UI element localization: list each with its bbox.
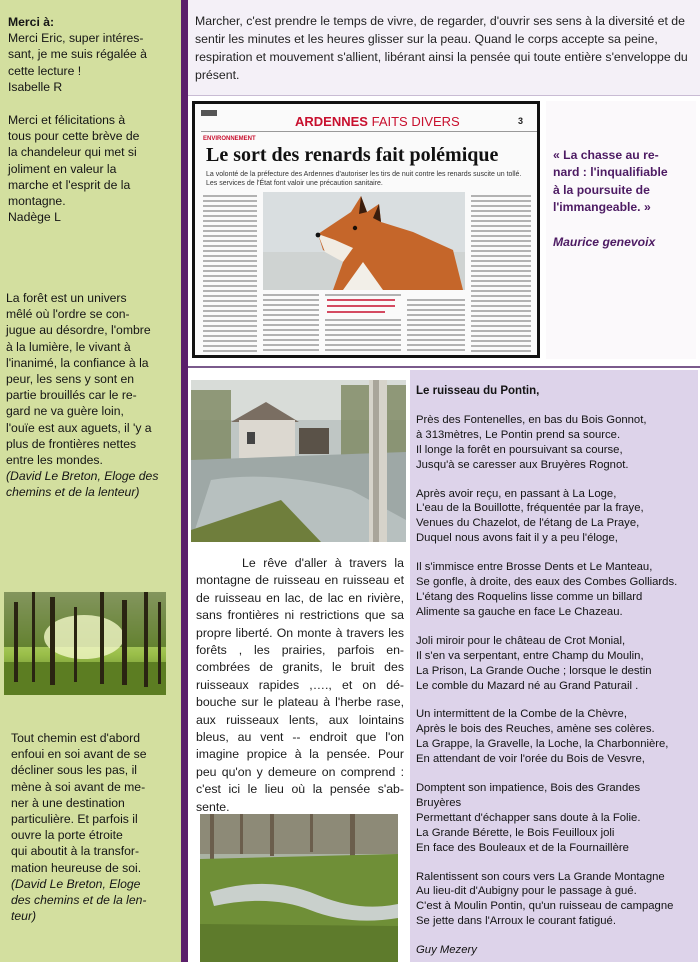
genevoix-quote-author: Maurice genevoix bbox=[553, 235, 656, 249]
poem-line: Après le bois des Reuches, amène ses colères. bbox=[416, 723, 655, 736]
clipping-mini-logo bbox=[201, 110, 217, 116]
poem-line: à 313mètres, Le Pontin prend sa source. bbox=[416, 428, 621, 441]
poem-stanza bbox=[416, 413, 694, 473]
poem-line: En face des Bouleaux et de la Fournaillère bbox=[416, 841, 629, 854]
poem-line: L'étang des Roquelins lisse comme un billard bbox=[416, 590, 643, 603]
intro-paragraph: Marcher, c'est prendre le temps de vivre, de regarder, d'ouvrir ses sens à la diversité et de sentir les minutes et les heures glisser sur la peau. Quand le corps accepte sa peine, respiration et mouvement s'allient, libérant ainsi la pensée qui toute entière s'enveloppe du présent. bbox=[195, 14, 688, 82]
poem-line: En attendant de voir l'orée du Bois de Vesvre, bbox=[416, 753, 645, 766]
path-quote bbox=[11, 730, 179, 924]
newspaper-clipping bbox=[192, 101, 540, 358]
genevoix-quote-text: « La chasse au re- nard : l'inqualifiable à la poursuite de l'immangeable. » bbox=[553, 148, 668, 215]
forest-quote-text: La forêt est un univers mêlé où l'ordre se con- jugue au désordre, l'ombre à la lumière, le vivant à l'inanimé, la confiance à la peur, les sens y sont en partie brouillés car le re- gard ne va guère loin, l'ouïe est aux aguets, il 'y a plus de frontières nettes entre les mondes. bbox=[6, 291, 152, 468]
reve-paragraph bbox=[196, 555, 404, 816]
poem-stanza bbox=[416, 560, 694, 620]
forest-quote-source: (David Le Breton, Eloge des chemins et de la lenteur) bbox=[6, 469, 159, 500]
genevoix-quote-box bbox=[546, 101, 696, 359]
poem-line: Jusqu'à se caresser aux Bruyères Rognot. bbox=[416, 458, 629, 471]
poem-stanzas bbox=[416, 413, 694, 929]
poem-line: La Grappe, la Gravelle, la Loche, la Charbonnière, bbox=[416, 738, 669, 751]
forest-quote bbox=[6, 290, 180, 501]
poem-line: Venues du Chazelot, de l'étang de La Praye, bbox=[416, 517, 640, 530]
thanks-nadege-text: Merci et félicitations à tous pour cette brève de la chandeleur qui met si joliment en valeur la marche et l'esprit de la montagne. Nadège L bbox=[8, 113, 140, 225]
clipping-section-sub: FAITS DIVERS bbox=[371, 114, 460, 129]
clipping-tag: ENVIRONNEMENT bbox=[203, 136, 256, 142]
poem-line: Alimente sa gauche en face Le Chazeau. bbox=[416, 605, 623, 618]
poem bbox=[416, 384, 694, 958]
poem-line: Il s'immisce entre Brosse Dents et Le Manteau, bbox=[416, 561, 653, 574]
thanks-title: Merci à: bbox=[8, 15, 55, 29]
poem-line: Après avoir reçu, en passant à La Loge, bbox=[416, 487, 617, 500]
poem-title: Le ruisseau du Pontin, bbox=[416, 385, 540, 397]
path-quote-text: Tout chemin est d'abord enfoui en soi avant de se décliner sous les pas, il mène à soi avant de me- ner à une destination particulière. Et parfois il ouvre la porte étroite qui aboutit à la transfor- mation heureuse de soi. bbox=[11, 731, 147, 875]
poem-line: Ralentissent son cours vers La Grande Montagne bbox=[416, 870, 665, 883]
poem-stanza bbox=[416, 870, 694, 930]
poem-stanza bbox=[416, 781, 694, 856]
river-mill-photo bbox=[191, 380, 406, 542]
reve-text: Le rêve d'aller à travers la montagne de ruisseau en ruisseau et de ruisseau en lac, de lac en rivière, sans frontières ni restrictions que sa propre liberté. On monte à travers les forêts , les prairies, parfois en-combrées de granits, le bruit des ruisseaux rapides ,…., et on dé-bouche sur le plateau à l'herbe rase, aux ruisseaux lents, aux lointains bleus, au vent -- endroit que l'on imagine propice à la pensée. Pour peu qu'on y demeure on comprend : c'est ici le lieu où la pensée s'ab-sente. bbox=[196, 556, 404, 814]
poem-line: Se gonfle, à droite, des eaux des Combes Golliards. bbox=[416, 576, 678, 589]
thanks-isabelle bbox=[8, 14, 178, 95]
poem-author: Guy Mezery bbox=[416, 944, 477, 957]
poem-line: Au lieu-dit d'Aubigny pour le passage à gué. bbox=[416, 885, 637, 898]
poem-line: Un intermittent de la Combe de la Chèvre, bbox=[416, 708, 627, 721]
forest-photo bbox=[4, 592, 166, 695]
clipping-headline: Le sort des renards fait polémique bbox=[206, 144, 499, 166]
section-divider bbox=[188, 366, 700, 368]
clipping-section-name: ARDENNES bbox=[295, 114, 368, 129]
meadow-stream-photo bbox=[200, 814, 398, 962]
column-divider bbox=[181, 0, 188, 962]
path-quote-source: (David Le Breton, Eloge des chemins et de la len- teur) bbox=[11, 876, 147, 924]
poem-line: Il s'en va serpentant, entre Champ du Moulin, bbox=[416, 649, 644, 662]
poem-line: Il longe la forêt en poursuivant sa course, bbox=[416, 443, 623, 456]
poem-line: C'est à Moulin Pontin, qu'un ruisseau de campagne bbox=[416, 900, 674, 913]
poem-stanza bbox=[416, 487, 694, 547]
poem-line: Bruyères bbox=[416, 796, 462, 809]
poem-stanza bbox=[416, 707, 694, 767]
clipping-section bbox=[295, 114, 460, 129]
poem-line: L'eau de la Bouillotte, fréquentée par la fraye, bbox=[416, 502, 644, 515]
clipping-page-number: 3 bbox=[518, 116, 524, 126]
poem-line: La Grande Bérette, le Bois Feuilloux joli bbox=[416, 826, 615, 839]
poem-line: Domptent son impatience, Bois des Grandes bbox=[416, 782, 641, 795]
thanks-nadege bbox=[8, 112, 180, 225]
poem-stanza bbox=[416, 634, 694, 694]
poem-line: Le comble du Mazard né au Grand Paturail . bbox=[416, 679, 639, 692]
clipping-rule bbox=[201, 131, 537, 132]
poem-line: Près des Fontenelles, en bas du Bois Gonnot, bbox=[416, 413, 647, 426]
poem-line: Se jette dans l'Arroux le courant fatigué. bbox=[416, 915, 616, 928]
poem-line: Permettant d'échapper sans doute à la Folie. bbox=[416, 811, 641, 824]
clipping-lede: La volonté de la préfecture des Ardennes d'autoriser les tirs de nuit contre les renards suscite un tollé. Les services de l'État font valoir une précaution sanitaire. bbox=[206, 171, 522, 187]
poem-line: Joli miroir pour le château de Crot Monial, bbox=[416, 634, 626, 647]
poem-line: La Prison, La Grande Ouche ; lorsque le destin bbox=[416, 664, 652, 677]
fox-photo bbox=[263, 192, 465, 290]
thanks-isabelle-text: Merci Eric, super intéres- sant, je me suis régalée à cette lecture ! Isabelle R bbox=[8, 31, 147, 94]
poem-line: Duquel nous avons fait il y a peu l'éloge, bbox=[416, 532, 618, 545]
